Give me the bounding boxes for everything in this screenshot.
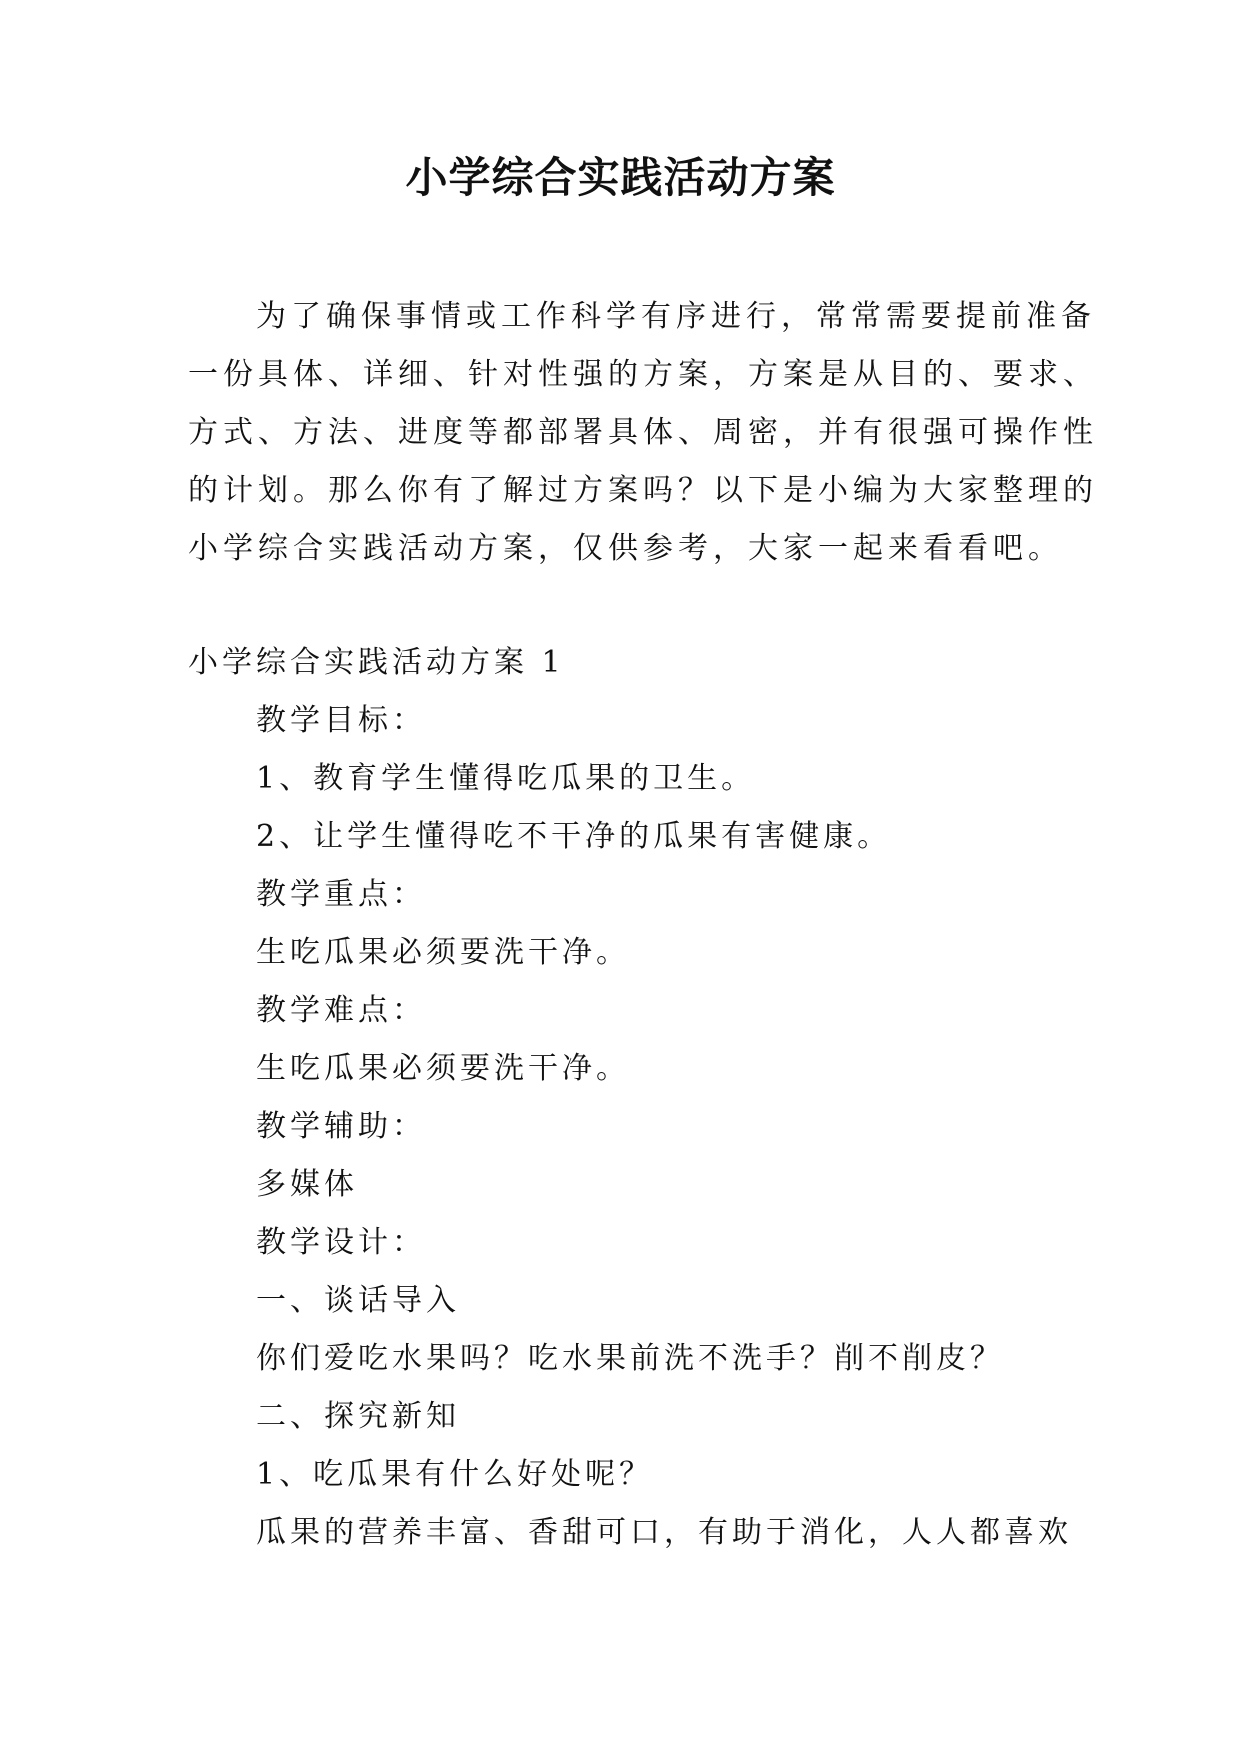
body-line: 教学辅助：: [256, 1109, 426, 1144]
intro-line: 小学综合实践活动方案，仅供参考，大家一起来看看吧。: [188, 531, 1063, 566]
body-line: 你们爱吃水果吗？吃水果前洗不洗手？削不削皮？: [256, 1341, 1004, 1376]
body-line: 生吃瓜果必须要洗干净。: [256, 935, 630, 970]
body-line: 教学难点：: [256, 993, 426, 1028]
intro-line: 为了确保事情或工作科学有序进行，常常需要提前准备: [256, 299, 1096, 334]
body-line: 教学目标：: [256, 703, 426, 738]
body-line: 1、吃瓜果有什么好处呢？: [256, 1457, 654, 1492]
body-line: 二、探究新知: [256, 1399, 460, 1434]
body-line: 一、谈话导入: [256, 1283, 460, 1318]
document-body: [188, 634, 1072, 1562]
intro-line: 一份具体、详细、针对性强的方案，方案是从目的、要求、: [188, 357, 1098, 392]
section-heading: 小学综合实践活动方案 1: [188, 645, 565, 680]
intro-line: 的计划。那么你有了解过方案吗？以下是小编为大家整理的: [188, 473, 1098, 508]
body-line: 2、让学生懂得吃不干净的瓜果有害健康。: [256, 819, 892, 854]
body-line: 教学重点：: [256, 877, 426, 912]
intro-line: 方式、方法、进度等都部署具体、周密，并有很强可操作性: [188, 415, 1098, 450]
body-line: 教学设计：: [256, 1225, 426, 1260]
body-line: 生吃瓜果必须要洗干净。: [256, 1051, 630, 1086]
body-line: 瓜果的营养丰富、香甜可口，有助于消化，人人都喜欢: [256, 1515, 1072, 1550]
body-line: 1、教育学生懂得吃瓜果的卫生。: [256, 761, 756, 796]
intro-paragraph: [188, 288, 1098, 578]
body-line: 多媒体: [256, 1167, 358, 1202]
document-title: 小学综合实践活动方案: [405, 153, 836, 202]
